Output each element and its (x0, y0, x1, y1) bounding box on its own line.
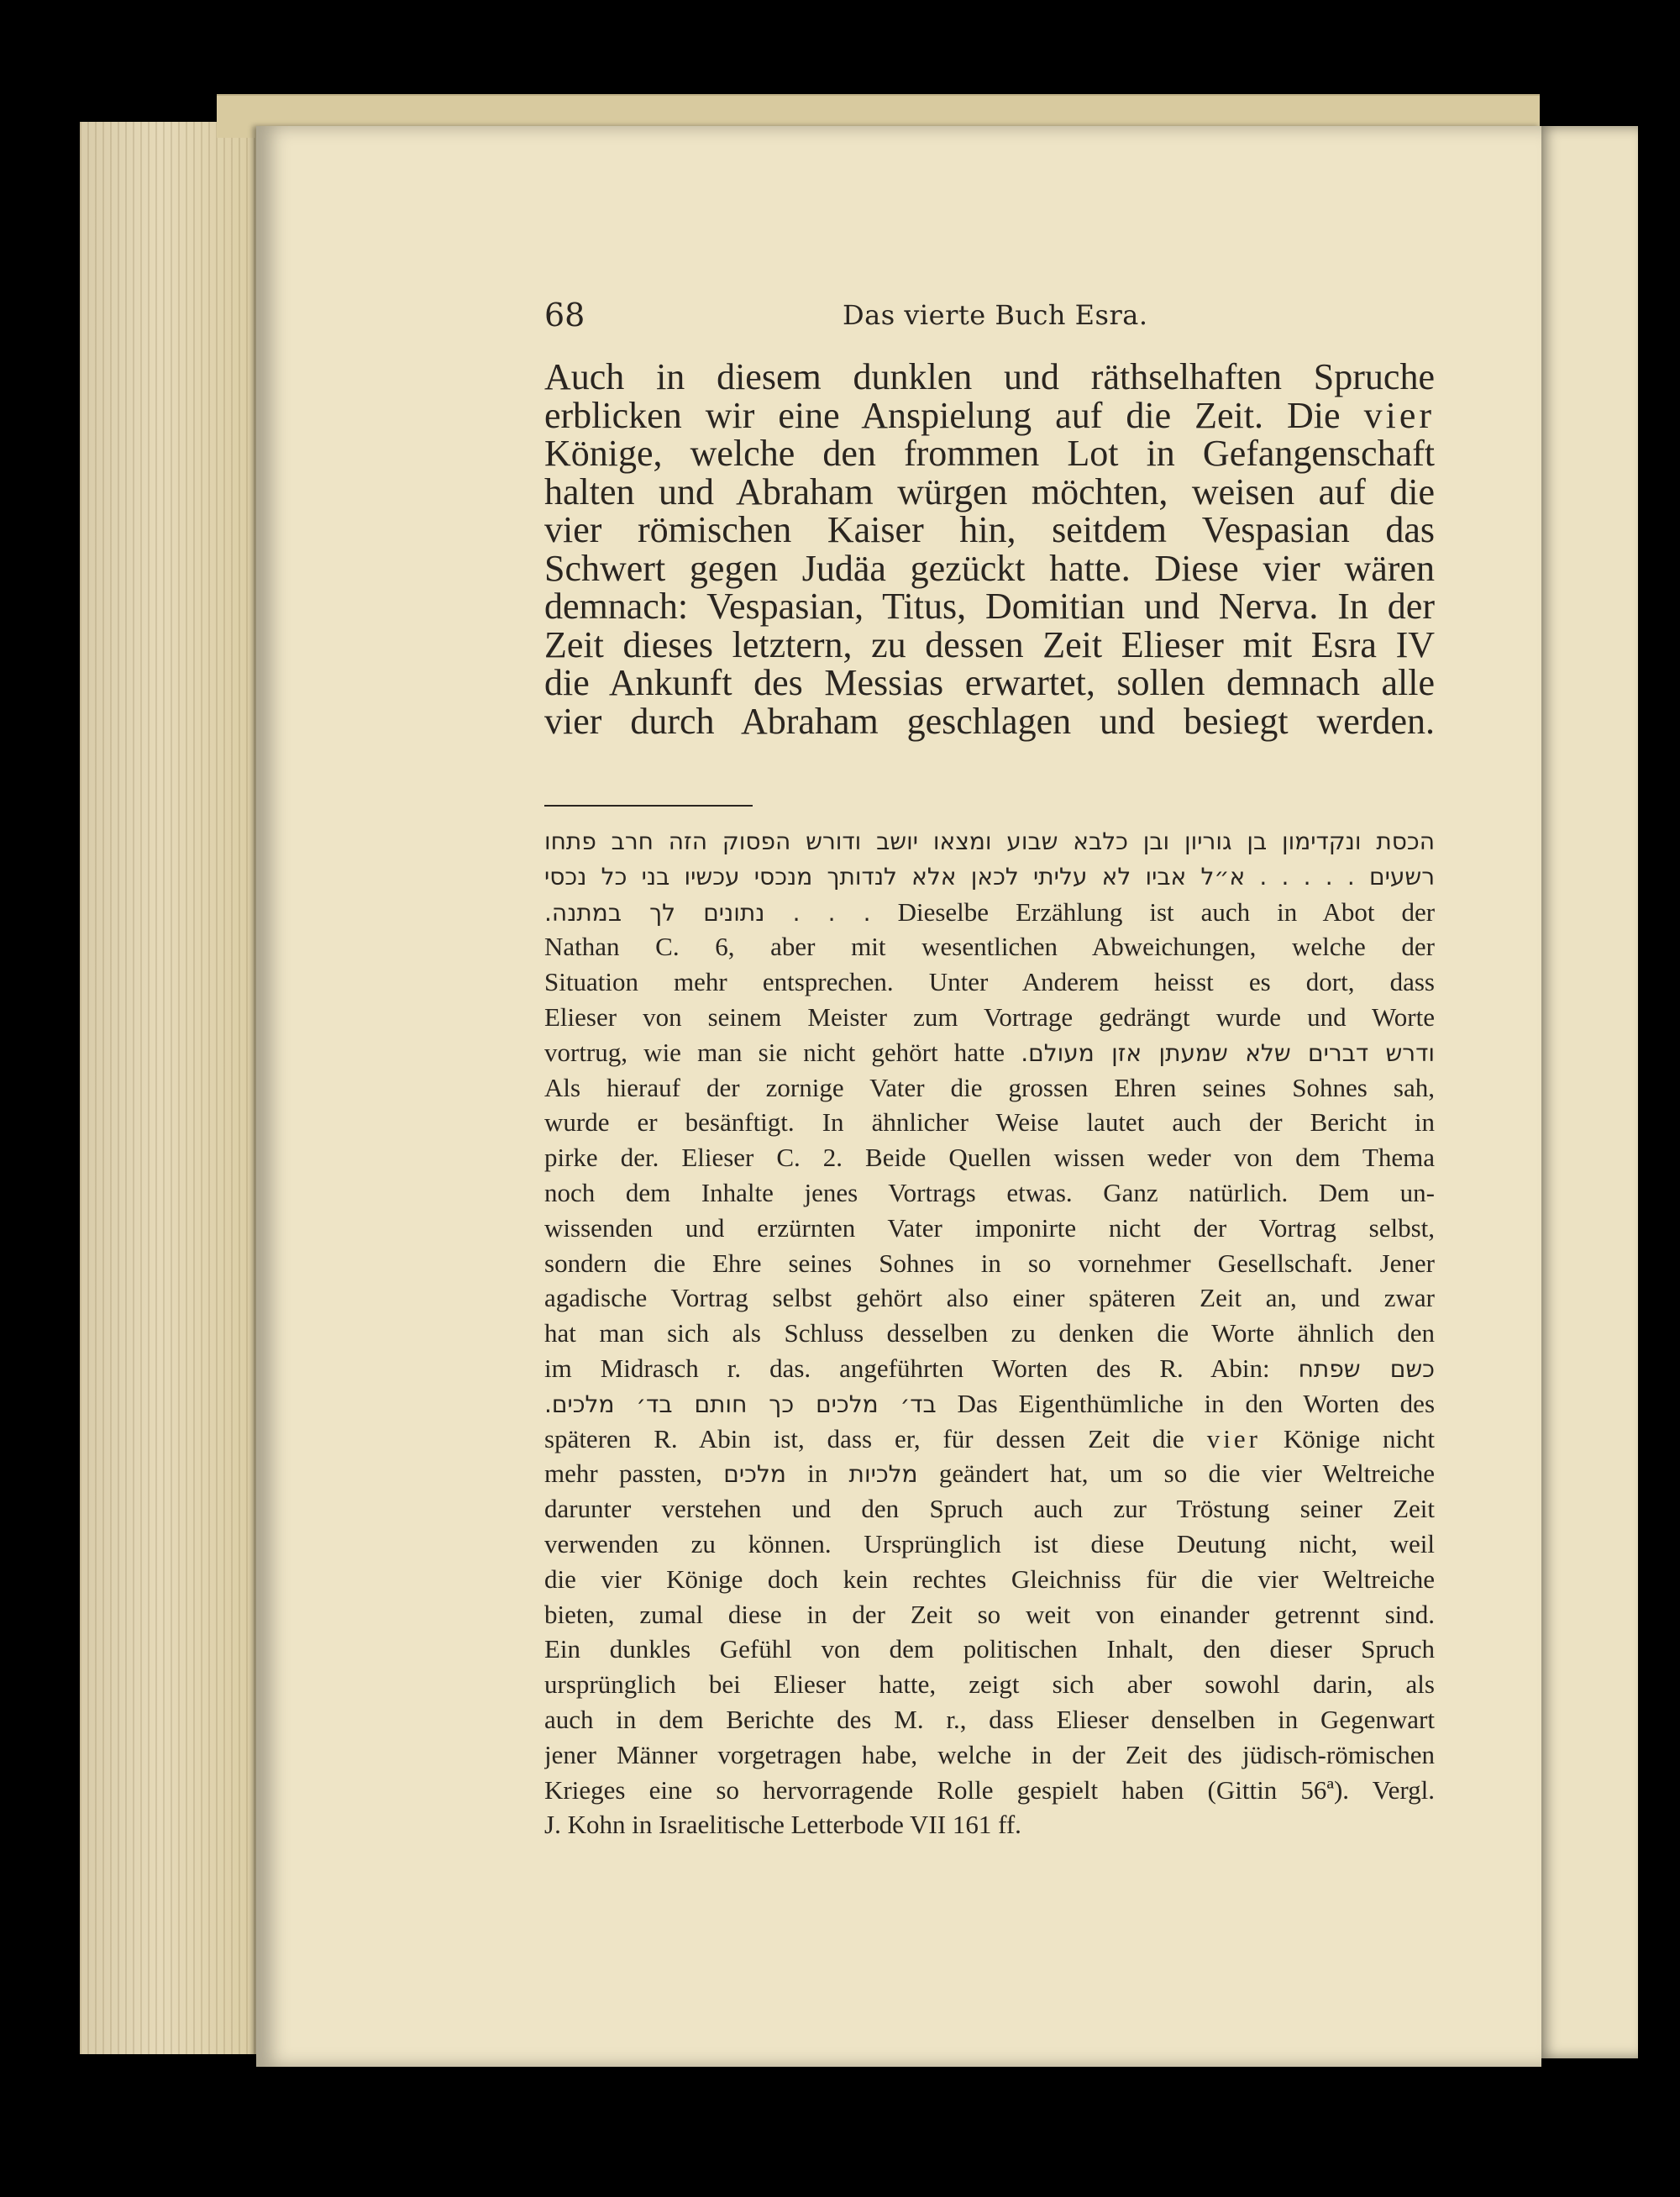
footnote-line (544, 1386, 1435, 1422)
text-line: die Ankunft des Messias erwartet, sollen demnach alle (544, 662, 1435, 703)
text-line (544, 394, 1435, 436)
text-line: halten und Abraham würgen möchten, weisen auf die (544, 470, 1435, 512)
text-segment: mehr passten, (544, 1459, 702, 1489)
footnote-line: jener Männer vorgetragen habe, welche in der Zeit des jüdisch-römischen (544, 1739, 1435, 1769)
text-segment: in (807, 1459, 828, 1489)
hebrew-line: הכסת ונקדימון בן גוריון ובן כלבא שבוע ומצאו יושב ודורש הפסוק הזה חרב פתחו (544, 828, 1435, 855)
footnote-line (544, 1456, 1435, 1491)
footnote-line: wissenden und erzürnten Vater imponirte nicht der Vortrag selbst, (544, 1212, 1435, 1243)
footnote-line: ursprünglich bei Elieser hatte, zeigt sich aber sowohl darin, als (544, 1669, 1435, 1700)
text-segment: späteren R. Abin ist, dass er, für dessen Zeit die (544, 1423, 1184, 1453)
text-line: Schwert gegen Judäa gezückt hatte. Diese vier wären (544, 547, 1435, 589)
footnote-line: auch in dem Berichte des M. r., dass Elieser denselben in Gegenwart (544, 1704, 1435, 1734)
page-number: 68 (544, 297, 585, 334)
text-segment: vortrug, wie man sie nicht gehört hatte (544, 1037, 1005, 1067)
text-segment: geändert hat, um so die vier Weltreiche (938, 1459, 1435, 1489)
footnote-line: hat man sich als Schluss desselben zu denken die Worte ähnlich den (544, 1318, 1435, 1348)
hebrew-segment: כשם שפתח (1298, 1354, 1435, 1383)
footnote-line: Als hierauf der zornige Vater die grossen Ehren seines Sohnes sah, (544, 1072, 1435, 1102)
running-title: Das vierte Buch Esra. (843, 299, 1148, 331)
footnote-line: Situation mehr entsprechen. Unter Anderem heisst es dort, dass (544, 967, 1435, 997)
hebrew-segment: מלכים (723, 1460, 786, 1489)
footnote-line: J. Kohn in Israelitische Letterbode VII 161 ff. (544, 1810, 1021, 1840)
footnote-line: Krieges eine so hervorragende Rolle gespielt haben (Gittin 56ª). Vergl. (544, 1774, 1435, 1805)
footnote-line: sondern die Ehre seines Sohnes in so vornehmer Gesellschaft. Jener (544, 1248, 1435, 1278)
spaced-word: vier (1363, 394, 1435, 436)
footnote-line: die vier Könige doch kein rechtes Gleichniss für die vier Weltreiche (544, 1564, 1435, 1594)
footnote-line: verwenden zu können. Ursprünglich ist diese Deutung nicht, weil (544, 1528, 1435, 1558)
hebrew-line: רשעים . . . . . א״ל אביו לא עליתי לכאן אלא לנדותך מנכסי עכשיו בני כל נכסי (544, 862, 1435, 891)
main-paragraph (544, 358, 1435, 740)
hebrew-segment: ודרש דברים שלא שמעתן אזן מעולם. (1021, 1038, 1435, 1067)
text-segment: im Midrasch r. das. angeführten Worten des R. Abin: (544, 1353, 1270, 1383)
footnote-line: bieten, zumal diese in der Zeit so weit von einander getrennt sind. (544, 1599, 1435, 1629)
footnote-line: Nathan C. 6, aber mit wesentlichen Abweichungen, welche der (544, 932, 1435, 962)
facing-page (1537, 126, 1638, 2058)
text-segment: erblicken wir eine Anspielung auf die Zeit. Die (544, 394, 1341, 436)
footnote-line (544, 1035, 1435, 1070)
footnote-line: darunter verstehen und den Spruch auch zur Tröstung seiner Zeit (544, 1494, 1435, 1524)
text-line: Könige, welche den frommen Lot in Gefangenschaft (544, 433, 1435, 474)
footnote (544, 824, 1435, 1842)
footnote-line: Elieser von seinem Meister zum Vortrage gedrängt wurde und Worte (544, 1001, 1435, 1032)
spaced-word: vier (1206, 1423, 1261, 1453)
text-segment: Könige nicht (1283, 1423, 1435, 1453)
text-line: demnach: Vespasian, Titus, Domitian und Nerva. In der (544, 586, 1435, 627)
hebrew-segment: בד׳ מלכים כך חותם בד׳ מלכים. (544, 1390, 937, 1418)
footnote-line (544, 1422, 1435, 1457)
text-line: Auch in diesem dunklen und räthselhaften Spruche (544, 356, 1435, 397)
text-segment: Dieselbe Erzählung ist auch in Abot der (897, 896, 1435, 927)
footnote-line (544, 895, 1435, 930)
footnote-line: pirke der. Elieser C. 2. Beide Quellen wissen weder von dem Thema (544, 1143, 1435, 1173)
text-segment: Das Eigenthümliche in den Worten des (957, 1388, 1435, 1418)
text-line: vier römischen Kaiser hin, seitdem Vespasian das (544, 509, 1435, 550)
footnote-line: wurde er besänftigt. In ähnlicher Weise lautet auch der Bericht in (544, 1107, 1435, 1138)
page-stack-left-edges (80, 122, 281, 2054)
hebrew-segment: מלכיות (848, 1460, 918, 1489)
footnote-line: Ein dunkles Gefühl von dem politischen Inhalt, den dieser Spruch (544, 1634, 1435, 1664)
footnote-rule (544, 805, 753, 807)
page-edge-lines (80, 122, 281, 2054)
hebrew-segment: . . . נתונים לך במתנה. (544, 898, 871, 927)
footnote-line: agadische Vortrag selbst gehört also einer späteren Zeit an, und zwar (544, 1283, 1435, 1313)
footnote-line: noch dem Inhalte jenes Vortrags etwas. Ganz natürlich. Dem un- (544, 1177, 1435, 1207)
footnote-line (544, 1351, 1435, 1386)
text-line: Zeit dieses letztern, zu dessen Zeit Elieser mit Esra IV (544, 623, 1435, 665)
text-line: vier durch Abraham geschlagen und besiegt werden. (544, 700, 1435, 742)
page-header (544, 294, 1435, 336)
